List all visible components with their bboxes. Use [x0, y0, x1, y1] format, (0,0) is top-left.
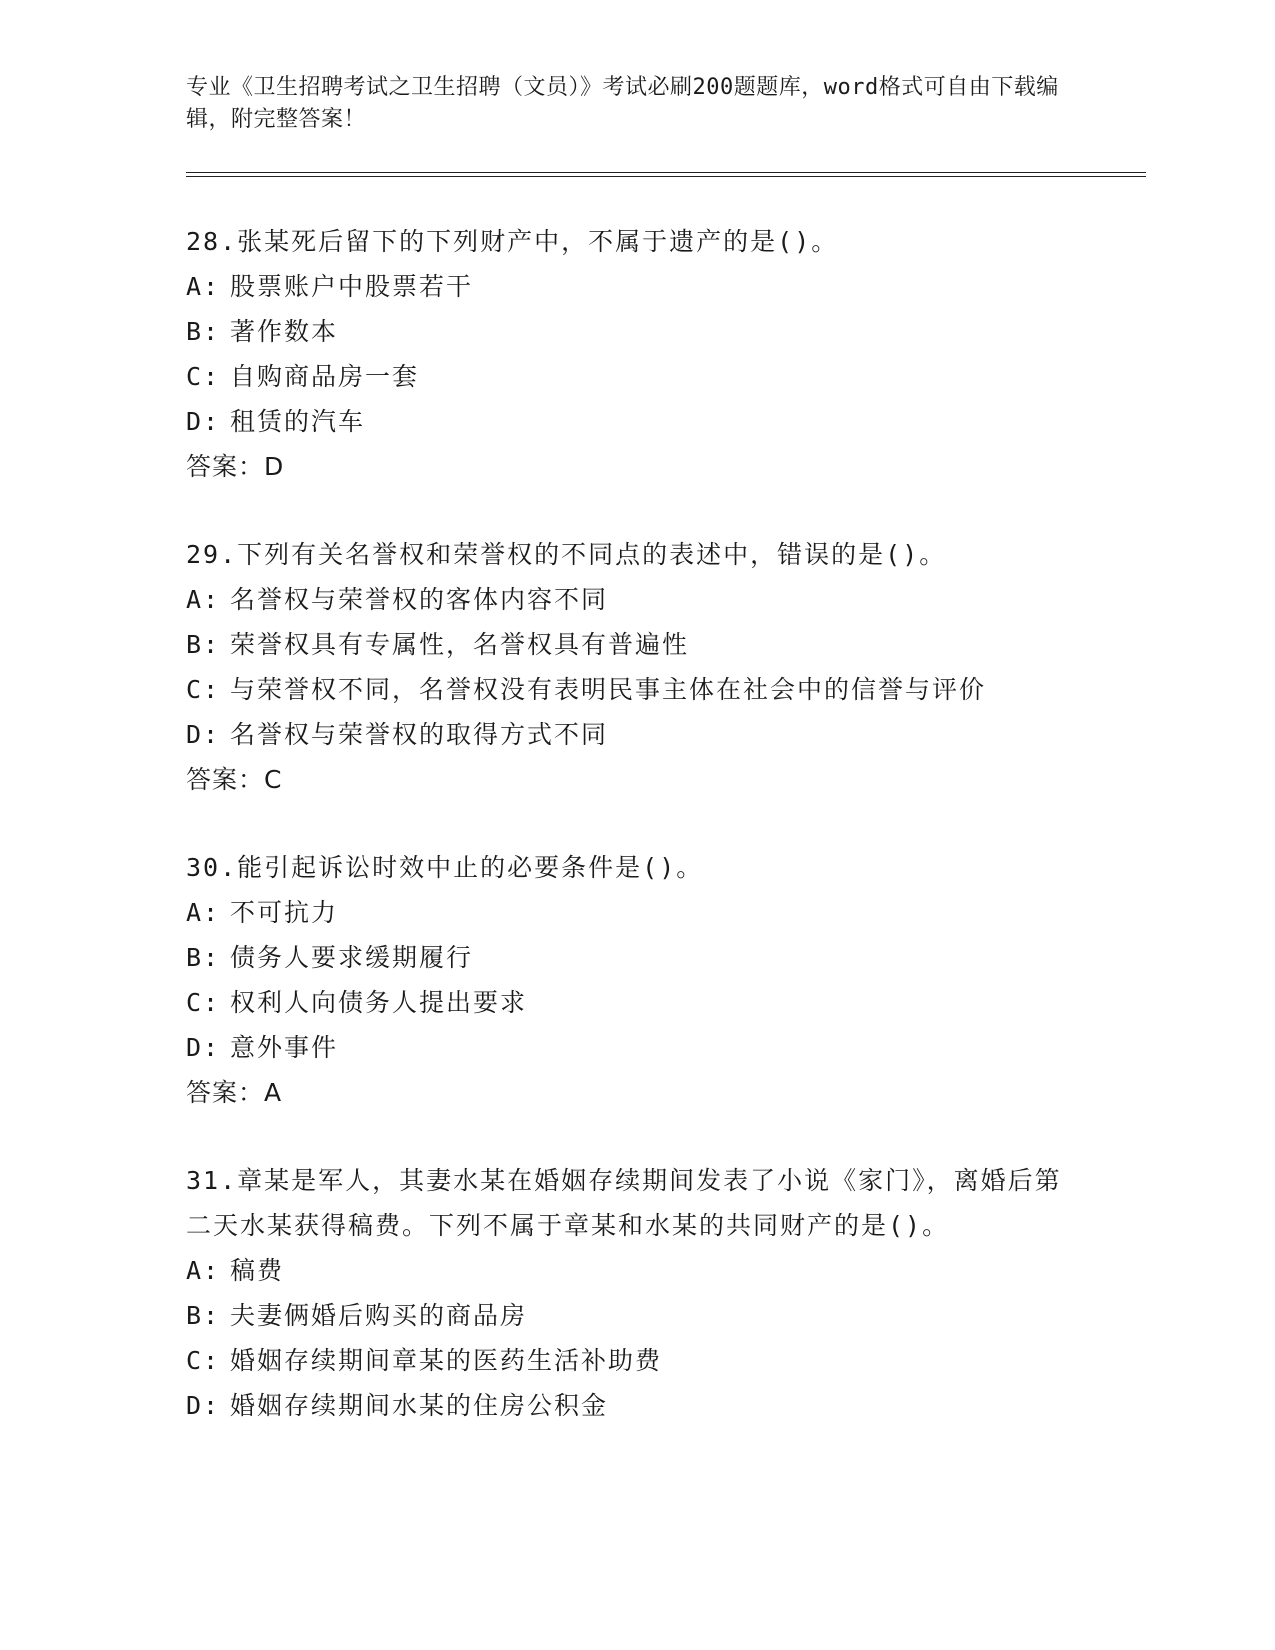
option-letter: A:: [186, 1256, 221, 1285]
option-a: [186, 577, 1146, 622]
option-a: [186, 264, 1146, 309]
option-text: 著作数本: [230, 317, 339, 346]
option-letter: A:: [186, 272, 221, 301]
question-stem: 31.章某是军人，其妻水某在婚姻存续期间发表了小说《家门》，离婚后第二天水某获得稿费。下列不属于章某和水某的共同财产的是()。: [186, 1166, 1062, 1240]
option-letter: B:: [186, 317, 221, 346]
question-31: [186, 1158, 1146, 1428]
option-b: [186, 935, 1146, 980]
option-letter: D:: [186, 1033, 221, 1062]
question-stem: 30.能引起诉讼时效中止的必要条件是()。: [186, 853, 704, 882]
option-text: 名誉权与荣誉权的取得方式不同: [230, 720, 609, 749]
option-c: [186, 354, 1146, 399]
option-text: 不可抗力: [230, 898, 339, 927]
option-c: [186, 667, 1146, 712]
option-b: [186, 1293, 1146, 1338]
option-text: 夫妻俩婚后购买的商品房: [230, 1301, 528, 1330]
option-letter: C:: [186, 1346, 221, 1375]
option-d: [186, 1383, 1146, 1428]
document-header: 专业《卫生招聘考试之卫生招聘（文员）》考试必刷200题题库，word格式可自由下载编辑，附完整答案！: [186, 75, 1059, 132]
option-letter: B:: [186, 630, 221, 659]
option-d: [186, 712, 1146, 757]
option-b: [186, 309, 1146, 354]
option-letter: D:: [186, 1391, 221, 1420]
answer-line: 答案：A: [186, 1078, 283, 1107]
option-text: 婚姻存续期间水某的住房公积金: [230, 1391, 609, 1420]
option-c: [186, 980, 1146, 1025]
option-text: 意外事件: [230, 1033, 339, 1062]
option-letter: B:: [186, 1301, 221, 1330]
option-letter: B:: [186, 943, 221, 972]
option-text: 名誉权与荣誉权的客体内容不同: [230, 585, 609, 614]
option-a: [186, 890, 1146, 935]
question-stem: 28.张某死后留下的下列财产中，不属于遗产的是()。: [186, 227, 839, 256]
option-letter: A:: [186, 898, 221, 927]
question-list: [186, 219, 1146, 1428]
option-a: [186, 1248, 1146, 1293]
answer-line: 答案：D: [186, 452, 285, 481]
option-letter: D:: [186, 720, 221, 749]
option-text: 权利人向债务人提出要求: [230, 988, 528, 1017]
option-letter: C:: [186, 988, 221, 1017]
option-text: 荣誉权具有专属性，名誉权具有普遍性: [230, 630, 690, 659]
option-text: 自购商品房一套: [230, 362, 420, 391]
option-b: [186, 622, 1146, 667]
question-29: [186, 532, 1146, 802]
option-letter: D:: [186, 407, 221, 436]
option-letter: A:: [186, 585, 221, 614]
document-page: [186, 72, 1146, 1471]
option-text: 婚姻存续期间章某的医药生活补助费: [230, 1346, 663, 1375]
option-text: 股票账户中股票若干: [230, 272, 474, 301]
option-d: [186, 399, 1146, 444]
option-text: 与荣誉权不同，名誉权没有表明民事主体在社会中的信誉与评价: [230, 675, 987, 704]
question-30: [186, 845, 1146, 1115]
answer-line: 答案：C: [186, 765, 283, 794]
option-text: 租赁的汽车: [230, 407, 366, 436]
option-d: [186, 1025, 1146, 1070]
question-28: [186, 219, 1146, 489]
option-c: [186, 1338, 1146, 1383]
option-letter: C:: [186, 362, 221, 391]
option-letter: C:: [186, 675, 221, 704]
question-stem: 29.下列有关名誉权和荣誉权的不同点的表述中，错误的是()。: [186, 540, 947, 569]
option-text: 稿费: [230, 1256, 285, 1285]
header-divider: [186, 172, 1146, 177]
option-text: 债务人要求缓期履行: [230, 943, 474, 972]
